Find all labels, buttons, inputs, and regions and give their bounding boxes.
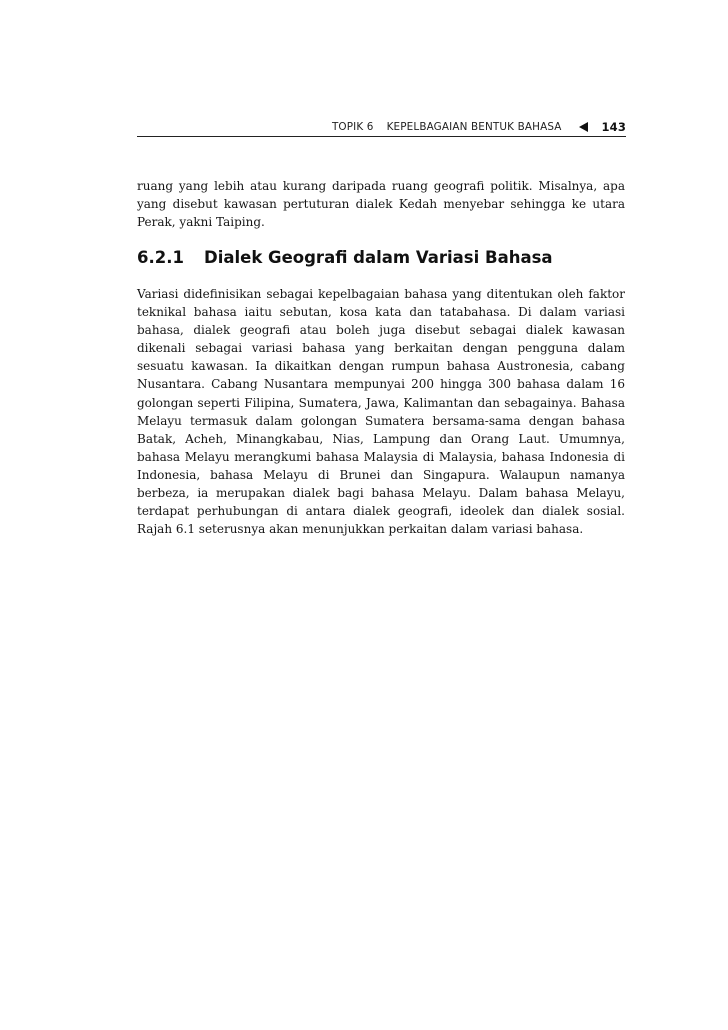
continuation-paragraph: ruang yang lebih atau kurang daripada ruang geografi politik. Misalnya, apa yang disebut kawasan pertuturan dialek Kedah menyebar sehingga ke utara Perak, yakni Taiping. [137,179,625,230]
running-header [137,119,626,135]
section-paragraph: Variasi didefinisikan sebagai kepelbagaian bahasa yang ditentukan oleh faktor teknikal bahasa iaitu sebutan, kosa kata dan tatabahasa. Di dalam variasi bahasa, dialek geografi atau boleh juga disebut sebagai dialek kawasan dikenali sebagai variasi bahasa yang berkaitan dengan pengguna dalam sesuatu kawasan. Ia dikaitkan dengan rumpun bahasa Austronesia, cabang Nusantara. Cabang Nusantara mempunyai 200 hingga 300 bahasa dalam 16 golongan seperti Filipina, Sumatera, Jawa, Kalimantan dan sebagainya. Bahasa Melayu termasuk dalam golongan Sumatera bersama-sama dengan bahasa Batak, Acheh, Minangkabau, Nias, Lampung dan Orang Laut. Umumnya, bahasa Melayu merangkumi bahasa Malaysia di Malaysia, bahasa Indonesia di Indonesia, bahasa Melayu di Brunei dan Singapura. Walaupun namanya berbeza, ia merupakan dialek bagi bahasa Melayu. Dalam bahasa Melayu, terdapat perhubungan di antara dialek geografi, ideolek dan dialek sosial. Rajah 6.1 seterusnya akan menunjukkan perkaitan dalam variasi bahasa. [137,287,625,537]
section-heading [137,248,625,267]
page-number: 143 [601,120,626,134]
section-title: Dialek Geografi dalam Variasi Bahasa [204,248,553,267]
topic-label: TOPIK 6 [331,121,374,133]
left-arrow-icon [579,122,588,132]
header-rule [137,136,626,137]
section-number: 6.2.1 [137,248,184,267]
topic-title: KEPELBAGAIAN BENTUK BAHASA [386,121,562,133]
